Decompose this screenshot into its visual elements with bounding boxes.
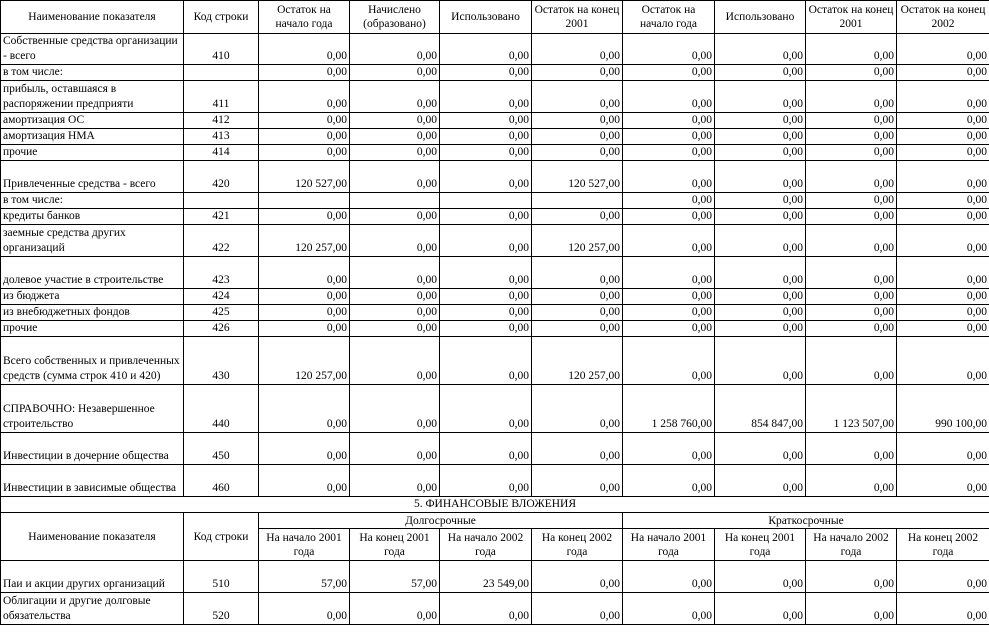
value-cell: 0,00 bbox=[350, 593, 440, 625]
value-cell: 0,00 bbox=[440, 113, 532, 129]
value-cell: 0,00 bbox=[259, 209, 350, 225]
value-cell: 0,00 bbox=[623, 65, 715, 81]
column-header: Наименование показателя bbox=[1, 1, 184, 34]
value-cell: 0,00 bbox=[350, 225, 440, 257]
value-cell: 0,00 bbox=[623, 465, 715, 497]
value-cell: 0,00 bbox=[715, 465, 806, 497]
value-cell: 0,00 bbox=[532, 145, 623, 161]
value-cell: 0,00 bbox=[440, 593, 532, 625]
value-cell: 0,00 bbox=[259, 593, 350, 625]
row-code bbox=[184, 65, 259, 81]
value-cell: 0,00 bbox=[715, 129, 806, 145]
value-cell: 0,00 bbox=[259, 81, 350, 113]
value-cell: 0,00 bbox=[897, 193, 989, 209]
group-short-term: Краткосрочные bbox=[623, 513, 989, 529]
value-cell: 0,00 bbox=[350, 385, 440, 433]
value-cell: 120 257,00 bbox=[532, 225, 623, 257]
value-cell: 0,00 bbox=[623, 337, 715, 385]
value-cell: 0,00 bbox=[623, 321, 715, 337]
value-cell: 0,00 bbox=[897, 593, 989, 625]
value-cell: 0,00 bbox=[259, 433, 350, 465]
row-label: Инвестиции в зависимые общества bbox=[1, 465, 184, 497]
value-cell: 0,00 bbox=[897, 145, 989, 161]
value-cell: 0,00 bbox=[806, 161, 897, 193]
table-row bbox=[1, 305, 989, 321]
value-cell: 0,00 bbox=[623, 433, 715, 465]
column-header: На конец 2002 года bbox=[532, 529, 623, 561]
value-cell: 0,00 bbox=[440, 321, 532, 337]
value-cell: 0,00 bbox=[350, 113, 440, 129]
value-cell: 0,00 bbox=[532, 34, 623, 65]
table-row bbox=[1, 34, 989, 65]
row-code: 420 bbox=[184, 161, 259, 193]
value-cell: 0,00 bbox=[350, 34, 440, 65]
value-cell: 0,00 bbox=[897, 561, 989, 593]
value-cell: 0,00 bbox=[440, 81, 532, 113]
value-cell: 0,00 bbox=[623, 289, 715, 305]
column-header: Остаток на конец 2002 bbox=[897, 1, 989, 34]
column-header: Остаток на конец 2001 bbox=[806, 1, 897, 34]
row-label: долевое участие в строительстве bbox=[1, 257, 184, 289]
column-header: Наименование показателя bbox=[1, 513, 184, 561]
row-label: прочие bbox=[1, 321, 184, 337]
table-row bbox=[1, 161, 989, 193]
section5-title-row bbox=[1, 497, 989, 513]
row-code: 414 bbox=[184, 145, 259, 161]
value-cell: 0,00 bbox=[623, 161, 715, 193]
value-cell: 0,00 bbox=[350, 433, 440, 465]
row-code bbox=[184, 193, 259, 209]
row-label: Всего собственных и привлеченных средств (сумма строк 410 и 420) bbox=[1, 337, 184, 385]
value-cell: 0,00 bbox=[715, 193, 806, 209]
value-cell: 0,00 bbox=[715, 34, 806, 65]
value-cell: 0,00 bbox=[806, 465, 897, 497]
row-label: Привлеченные средства - всего bbox=[1, 161, 184, 193]
table-row bbox=[1, 129, 989, 145]
value-cell: 0,00 bbox=[350, 81, 440, 113]
row-label: кредиты банков bbox=[1, 209, 184, 225]
value-cell: 0,00 bbox=[715, 321, 806, 337]
column-header: На начало 2001 года bbox=[623, 529, 715, 561]
row-code: 424 bbox=[184, 289, 259, 305]
value-cell: 0,00 bbox=[259, 465, 350, 497]
value-cell: 0,00 bbox=[440, 305, 532, 321]
table-row bbox=[1, 225, 989, 257]
value-cell: 0,00 bbox=[715, 257, 806, 289]
value-cell bbox=[440, 193, 532, 209]
table-row bbox=[1, 145, 989, 161]
value-cell: 0,00 bbox=[897, 337, 989, 385]
value-cell: 0,00 bbox=[897, 65, 989, 81]
value-cell: 0,00 bbox=[897, 161, 989, 193]
value-cell: 0,00 bbox=[897, 225, 989, 257]
value-cell: 120 527,00 bbox=[259, 161, 350, 193]
group-long-term: Долгосрочные bbox=[259, 513, 623, 529]
value-cell: 0,00 bbox=[715, 289, 806, 305]
value-cell: 0,00 bbox=[440, 433, 532, 465]
value-cell: 0,00 bbox=[532, 305, 623, 321]
section5-group-row bbox=[1, 513, 989, 529]
value-cell: 0,00 bbox=[715, 161, 806, 193]
value-cell bbox=[532, 193, 623, 209]
value-cell: 0,00 bbox=[532, 433, 623, 465]
value-cell: 23 549,00 bbox=[440, 561, 532, 593]
value-cell: 0,00 bbox=[897, 465, 989, 497]
value-cell: 0,00 bbox=[806, 289, 897, 305]
column-header: На конец 2001 года bbox=[350, 529, 440, 561]
value-cell: 0,00 bbox=[259, 305, 350, 321]
column-header: На начало 2001 года bbox=[259, 529, 350, 561]
row-code: 423 bbox=[184, 257, 259, 289]
value-cell: 0,00 bbox=[440, 34, 532, 65]
value-cell: 0,00 bbox=[350, 321, 440, 337]
value-cell: 0,00 bbox=[350, 289, 440, 305]
table-row bbox=[1, 257, 989, 289]
value-cell: 0,00 bbox=[350, 145, 440, 161]
value-cell: 57,00 bbox=[259, 561, 350, 593]
column-header: На конец 2002 года bbox=[897, 529, 989, 561]
row-label: амортизация ОС bbox=[1, 113, 184, 129]
column-header: Остаток на начало года bbox=[623, 1, 715, 34]
value-cell: 0,00 bbox=[623, 113, 715, 129]
table-row bbox=[1, 65, 989, 81]
value-cell: 0,00 bbox=[806, 225, 897, 257]
row-label: заемные средства других организаций bbox=[1, 225, 184, 257]
value-cell: 0,00 bbox=[259, 34, 350, 65]
value-cell: 0,00 bbox=[715, 113, 806, 129]
value-cell: 0,00 bbox=[623, 193, 715, 209]
row-label: Паи и акции других организаций bbox=[1, 561, 184, 593]
value-cell: 0,00 bbox=[897, 289, 989, 305]
value-cell: 0,00 bbox=[715, 337, 806, 385]
row-label: в том числе: bbox=[1, 65, 184, 81]
row-code: 430 bbox=[184, 337, 259, 385]
row-code: 440 bbox=[184, 385, 259, 433]
value-cell: 0,00 bbox=[897, 34, 989, 65]
value-cell: 0,00 bbox=[532, 65, 623, 81]
row-label: амортизация НМА bbox=[1, 129, 184, 145]
value-cell: 0,00 bbox=[623, 593, 715, 625]
value-cell: 0,00 bbox=[623, 145, 715, 161]
row-label: Собственные средства организации - всего bbox=[1, 34, 184, 65]
row-label: из бюджета bbox=[1, 289, 184, 305]
value-cell: 0,00 bbox=[897, 257, 989, 289]
value-cell: 0,00 bbox=[715, 225, 806, 257]
value-cell: 0,00 bbox=[715, 81, 806, 113]
value-cell: 0,00 bbox=[897, 81, 989, 113]
value-cell bbox=[350, 193, 440, 209]
value-cell: 0,00 bbox=[350, 257, 440, 289]
column-header: Остаток на конец 2001 bbox=[532, 1, 623, 34]
value-cell: 0,00 bbox=[440, 129, 532, 145]
value-cell: 0,00 bbox=[623, 561, 715, 593]
value-cell: 0,00 bbox=[532, 385, 623, 433]
value-cell: 0,00 bbox=[897, 209, 989, 225]
table-row bbox=[1, 193, 989, 209]
row-label: в том числе: bbox=[1, 193, 184, 209]
row-code: 426 bbox=[184, 321, 259, 337]
value-cell: 0,00 bbox=[532, 593, 623, 625]
value-cell: 0,00 bbox=[440, 161, 532, 193]
value-cell: 0,00 bbox=[532, 129, 623, 145]
table-row bbox=[1, 289, 989, 305]
value-cell: 57,00 bbox=[350, 561, 440, 593]
row-label: Инвестиции в дочерние общества bbox=[1, 433, 184, 465]
column-header: Остаток на начало года bbox=[259, 1, 350, 34]
value-cell: 1 258 760,00 bbox=[623, 385, 715, 433]
value-cell: 0,00 bbox=[806, 129, 897, 145]
value-cell: 0,00 bbox=[897, 321, 989, 337]
value-cell: 120 257,00 bbox=[259, 337, 350, 385]
column-header: Код строки bbox=[184, 1, 259, 34]
value-cell: 0,00 bbox=[623, 225, 715, 257]
value-cell: 0,00 bbox=[806, 81, 897, 113]
value-cell: 0,00 bbox=[897, 129, 989, 145]
value-cell: 0,00 bbox=[806, 113, 897, 129]
value-cell: 0,00 bbox=[806, 337, 897, 385]
column-header: Код строки bbox=[184, 513, 259, 561]
value-cell: 0,00 bbox=[259, 257, 350, 289]
value-cell bbox=[259, 193, 350, 209]
value-cell: 120 257,00 bbox=[532, 337, 623, 385]
value-cell: 120 527,00 bbox=[532, 161, 623, 193]
value-cell: 0,00 bbox=[715, 561, 806, 593]
row-label: Облигации и другие долговые обязательства bbox=[1, 593, 184, 625]
value-cell: 0,00 bbox=[623, 257, 715, 289]
table-row bbox=[1, 385, 989, 433]
value-cell: 0,00 bbox=[532, 321, 623, 337]
value-cell: 0,00 bbox=[806, 145, 897, 161]
value-cell: 0,00 bbox=[532, 257, 623, 289]
value-cell: 0,00 bbox=[440, 289, 532, 305]
value-cell: 0,00 bbox=[259, 385, 350, 433]
value-cell: 0,00 bbox=[806, 305, 897, 321]
value-cell: 0,00 bbox=[532, 113, 623, 129]
value-cell: 0,00 bbox=[806, 34, 897, 65]
row-code: 412 bbox=[184, 113, 259, 129]
table-row bbox=[1, 113, 989, 129]
row-code: 413 bbox=[184, 129, 259, 145]
value-cell: 0,00 bbox=[806, 209, 897, 225]
table-row bbox=[1, 321, 989, 337]
value-cell: 0,00 bbox=[440, 225, 532, 257]
table-row bbox=[1, 209, 989, 225]
value-cell: 0,00 bbox=[440, 385, 532, 433]
row-code: 421 bbox=[184, 209, 259, 225]
value-cell: 0,00 bbox=[350, 129, 440, 145]
value-cell: 0,00 bbox=[259, 65, 350, 81]
column-header: На конец 2001 года bbox=[715, 529, 806, 561]
value-cell: 0,00 bbox=[350, 161, 440, 193]
value-cell: 0,00 bbox=[715, 145, 806, 161]
row-code: 450 bbox=[184, 433, 259, 465]
value-cell: 0,00 bbox=[532, 465, 623, 497]
value-cell: 990 100,00 bbox=[897, 385, 989, 433]
value-cell: 0,00 bbox=[259, 145, 350, 161]
value-cell: 0,00 bbox=[350, 65, 440, 81]
column-header: Использовано bbox=[440, 1, 532, 34]
value-cell: 0,00 bbox=[897, 433, 989, 465]
value-cell: 0,00 bbox=[350, 337, 440, 385]
value-cell: 0,00 bbox=[806, 257, 897, 289]
row-code: 510 bbox=[184, 561, 259, 593]
table-row bbox=[1, 561, 989, 593]
value-cell: 0,00 bbox=[897, 113, 989, 129]
value-cell: 0,00 bbox=[259, 321, 350, 337]
value-cell: 1 123 507,00 bbox=[806, 385, 897, 433]
value-cell: 0,00 bbox=[440, 65, 532, 81]
value-cell: 0,00 bbox=[715, 433, 806, 465]
row-code: 422 bbox=[184, 225, 259, 257]
row-code: 411 bbox=[184, 81, 259, 113]
column-header: На начало 2002 года bbox=[806, 529, 897, 561]
value-cell: 0,00 bbox=[623, 81, 715, 113]
table-row bbox=[1, 593, 989, 625]
section-title: 5. ФИНАНСОВЫЕ ВЛОЖЕНИЯ bbox=[1, 497, 989, 513]
value-cell: 0,00 bbox=[715, 593, 806, 625]
table-row bbox=[1, 433, 989, 465]
value-cell: 0,00 bbox=[532, 209, 623, 225]
value-cell: 0,00 bbox=[806, 321, 897, 337]
value-cell: 0,00 bbox=[259, 129, 350, 145]
row-code: 425 bbox=[184, 305, 259, 321]
value-cell: 0,00 bbox=[806, 593, 897, 625]
value-cell: 0,00 bbox=[440, 209, 532, 225]
row-code: 520 bbox=[184, 593, 259, 625]
value-cell: 0,00 bbox=[259, 113, 350, 129]
value-cell: 0,00 bbox=[623, 34, 715, 65]
row-label: СПРАВОЧНО: Незавершенное строительство bbox=[1, 385, 184, 433]
table-row bbox=[1, 465, 989, 497]
row-label: прибыль, оставшаяся в распоряжении предприяти bbox=[1, 81, 184, 113]
value-cell: 0,00 bbox=[715, 65, 806, 81]
value-cell: 0,00 bbox=[806, 65, 897, 81]
table-row bbox=[1, 337, 989, 385]
row-code: 460 bbox=[184, 465, 259, 497]
row-label: прочие bbox=[1, 145, 184, 161]
value-cell: 0,00 bbox=[623, 305, 715, 321]
value-cell: 0,00 bbox=[440, 257, 532, 289]
value-cell: 0,00 bbox=[532, 81, 623, 113]
value-cell: 0,00 bbox=[532, 561, 623, 593]
value-cell: 0,00 bbox=[350, 209, 440, 225]
value-cell: 0,00 bbox=[440, 337, 532, 385]
value-cell: 0,00 bbox=[623, 129, 715, 145]
value-cell: 0,00 bbox=[350, 465, 440, 497]
value-cell: 854 847,00 bbox=[715, 385, 806, 433]
value-cell: 0,00 bbox=[806, 433, 897, 465]
value-cell: 0,00 bbox=[440, 145, 532, 161]
column-header: Начислено (образовано) bbox=[350, 1, 440, 34]
row-code: 410 bbox=[184, 34, 259, 65]
value-cell: 0,00 bbox=[897, 305, 989, 321]
value-cell: 0,00 bbox=[806, 561, 897, 593]
value-cell: 0,00 bbox=[440, 465, 532, 497]
value-cell: 120 257,00 bbox=[259, 225, 350, 257]
value-cell: 0,00 bbox=[350, 305, 440, 321]
value-cell: 0,00 bbox=[715, 209, 806, 225]
value-cell: 0,00 bbox=[715, 305, 806, 321]
value-cell: 0,00 bbox=[623, 209, 715, 225]
column-header: Использовано bbox=[715, 1, 806, 34]
table1-header-row bbox=[1, 1, 989, 34]
table-row bbox=[1, 81, 989, 113]
row-label: из внебюджетных фондов bbox=[1, 305, 184, 321]
value-cell: 0,00 bbox=[806, 193, 897, 209]
value-cell: 0,00 bbox=[259, 289, 350, 305]
column-header: На начало 2002 года bbox=[440, 529, 532, 561]
value-cell: 0,00 bbox=[532, 289, 623, 305]
